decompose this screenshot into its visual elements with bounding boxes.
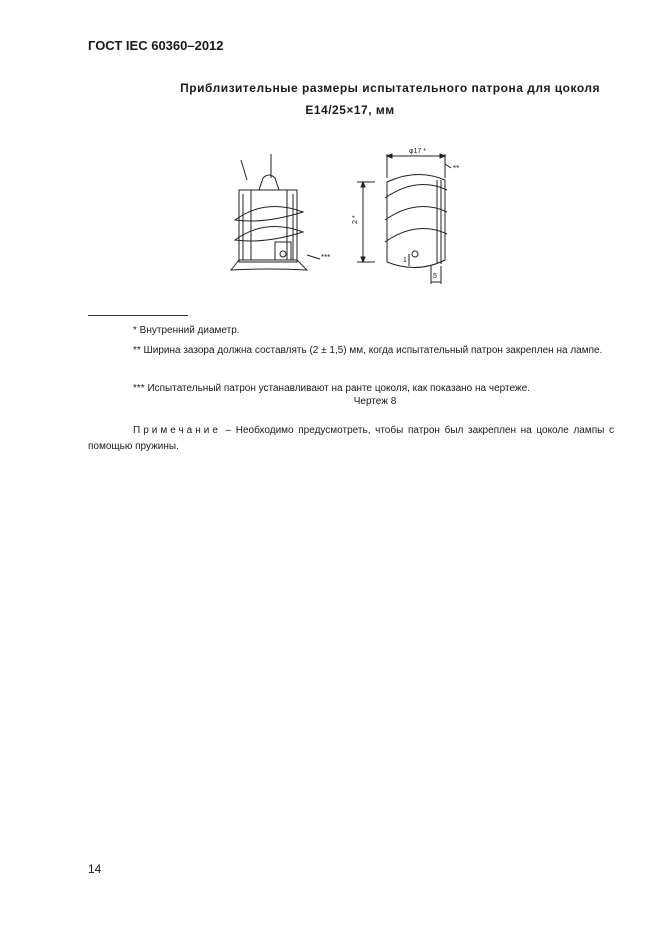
dimension-label-gap: ** bbox=[453, 164, 460, 173]
footnote-2: ** Ширина зазора должна составлять (2 ± 1,5) мм, когда испытательный патрон закреплен на лампе. bbox=[133, 345, 603, 356]
note-paragraph bbox=[88, 423, 614, 455]
technical-drawing bbox=[225, 142, 475, 287]
dimension-label-mount: *** bbox=[321, 253, 331, 262]
figure-caption-line2: E14/25×17, мм bbox=[305, 103, 395, 117]
note-text: – Необходимо предусмотреть, чтобы патрон был закреплен на цоколе лампы с помощью пружины. bbox=[88, 425, 614, 452]
lamp-with-cap-drawing bbox=[231, 154, 320, 270]
dimension-label-5: 5 bbox=[433, 273, 437, 280]
dimension-label-diameter: φ17 * bbox=[409, 148, 426, 155]
note-label: Примечание bbox=[133, 425, 221, 436]
figure-caption-line1: Приблизительные размеры испытательного патрона для цоколя bbox=[180, 81, 600, 95]
document-header: ГОСТ IEC 60360–2012 bbox=[88, 38, 224, 53]
footnote-3: *** Испытательный патрон устанавливают на ранте цоколя, как показано на чертеже. bbox=[133, 383, 530, 394]
page-number: 14 bbox=[88, 862, 102, 876]
dimension-label-height: 2 * bbox=[352, 215, 359, 224]
footnote-separator bbox=[88, 315, 188, 316]
figure-label: Чертеж 8 bbox=[353, 396, 397, 407]
test-cap-drawing bbox=[357, 154, 451, 284]
footnote-1: * Внутренний диаметр. bbox=[133, 325, 240, 336]
dimension-label-1: 1 bbox=[403, 257, 407, 264]
